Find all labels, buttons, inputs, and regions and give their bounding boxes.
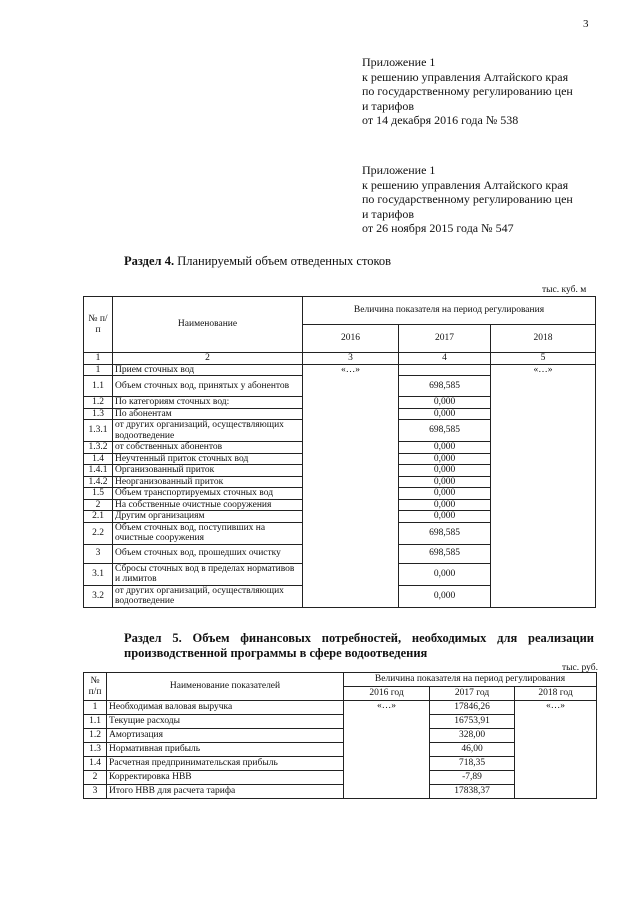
colnum: 3 <box>303 353 399 365</box>
value-2017: 0,000 <box>399 476 491 488</box>
row-name: Амортизация <box>107 729 344 743</box>
row-name: Расчетная предпринимательская прибыль <box>107 757 344 771</box>
row-num: 1.3.1 <box>84 420 113 442</box>
table-row <box>84 701 597 715</box>
appendix-line: по государственному регулированию цен <box>362 84 573 99</box>
value-2017: 0,000 <box>399 397 491 409</box>
row-num: 3.1 <box>84 563 113 585</box>
section4-title-text: Планируемый объем отведенных стоков <box>174 254 392 268</box>
header-year-2018: 2018 год <box>515 687 597 701</box>
appendix-line: Приложение 1 <box>362 55 436 69</box>
row-name: Текущие расходы <box>107 715 344 729</box>
value-2017: 0,000 <box>399 563 491 585</box>
row-name: Организованный приток <box>113 465 303 477</box>
value-2018-merged: «…» <box>491 364 596 607</box>
row-name: от других организаций, осуществляющих водоотведение <box>113 420 303 442</box>
row-name: Итого НВВ для расчета тарифа <box>107 785 344 799</box>
row-name: Прием сточных вод <box>113 364 303 376</box>
value-2017: 0,000 <box>399 511 491 523</box>
row-num: 2.2 <box>84 522 113 544</box>
section5-label: Раздел 5. <box>124 631 182 645</box>
appendix-line: по государственному регулированию цен <box>362 192 573 207</box>
appendix-line: от 26 ноября 2015 года № 547 <box>362 221 514 236</box>
row-name: Неорганизованный приток <box>113 476 303 488</box>
value-2017: 0,000 <box>399 408 491 420</box>
row-name: Необходимая валовая выручка <box>107 701 344 715</box>
section5-unit: тыс. руб. <box>562 663 598 673</box>
value-2017: 0,000 <box>399 442 491 454</box>
header-period-group: Величина показателя на период регулирования <box>303 297 596 325</box>
header-year-2016: 2016 год <box>344 687 430 701</box>
appendix-new-header <box>362 55 573 128</box>
colnum: 4 <box>399 353 491 365</box>
value-2017: 328,00 <box>430 729 515 743</box>
row-name: Сбросы сточных вод в пределах нормативов и лимитов <box>113 563 303 585</box>
row-num: 2 <box>84 499 113 511</box>
row-num: 1.5 <box>84 488 113 500</box>
colnum: 1 <box>84 353 113 365</box>
value-2017: 0,000 <box>399 453 491 465</box>
appendix-line: и тарифов <box>362 98 415 113</box>
value-2018-merged: «…» <box>515 701 597 799</box>
section5-title-text: Объем финансовых потребностей, необходимых для реализации производственной программы в сфере водоотведения <box>124 631 594 660</box>
appendix-line: и тарифов <box>362 206 415 221</box>
value-2017: 698,585 <box>399 522 491 544</box>
page-number: 3 <box>583 18 589 30</box>
row-name: По категориям сточных вод: <box>113 397 303 409</box>
row-name: По абонентам <box>113 408 303 420</box>
header-name: Наименование показателей <box>107 673 344 701</box>
value-2017: 698,585 <box>399 544 491 563</box>
row-num: 1.4 <box>84 757 107 771</box>
row-num: 1.1 <box>84 715 107 729</box>
row-name: Корректировка НВВ <box>107 771 344 785</box>
value-2017: 718,35 <box>430 757 515 771</box>
row-name: Объем сточных вод, прошедших очистку <box>113 544 303 563</box>
header-year-2017: 2017 <box>399 325 491 353</box>
row-name: от собственных абонентов <box>113 442 303 454</box>
section4-table <box>83 296 596 608</box>
colnum: 5 <box>491 353 596 365</box>
header-name: Наименование <box>113 297 303 353</box>
header-num: № п/п <box>84 297 113 353</box>
table-row <box>84 364 596 376</box>
section4-unit: тыс. куб. м <box>542 285 587 295</box>
row-num: 1.4 <box>84 453 113 465</box>
value-2017: 0,000 <box>399 499 491 511</box>
row-name: Объем сточных вод, принятых у абонентов <box>113 376 303 397</box>
row-num: 2.1 <box>84 511 113 523</box>
appendix-line: к решению управления Алтайского края <box>362 69 569 84</box>
row-num: 1.3 <box>84 408 113 420</box>
appendix-old-header <box>362 163 573 236</box>
row-num: 1 <box>84 701 107 715</box>
row-num: 1.2 <box>84 397 113 409</box>
row-num: 1.1 <box>84 376 113 397</box>
header-num: № п/п <box>84 673 107 701</box>
value-2016-merged: «…» <box>303 364 399 607</box>
value-2016-merged: «…» <box>344 701 430 799</box>
row-name: Нормативная прибыль <box>107 743 344 757</box>
value-2017: 16753,91 <box>430 715 515 729</box>
row-num: 1 <box>84 364 113 376</box>
value-2017 <box>399 364 491 376</box>
row-num: 1.3.2 <box>84 442 113 454</box>
row-name: от других организаций, осуществляющих водоотведение <box>113 585 303 607</box>
row-num: 3.2 <box>84 585 113 607</box>
row-num: 1.2 <box>84 729 107 743</box>
value-2017: 17846,26 <box>430 701 515 715</box>
value-2017: 17838,37 <box>430 785 515 799</box>
row-num: 1.3 <box>84 743 107 757</box>
appendix-line: от 14 декабря 2016 года № 538 <box>362 113 519 128</box>
section5-title <box>124 631 594 661</box>
header-year-2017: 2017 год <box>430 687 515 701</box>
appendix-line: Приложение 1 <box>362 163 436 177</box>
row-num: 3 <box>84 544 113 563</box>
colnum: 2 <box>113 353 303 365</box>
section5-table <box>83 672 597 799</box>
row-name: Объем транспортируемых сточных вод <box>113 488 303 500</box>
section4-title <box>124 254 391 269</box>
row-name: Объем сточных вод, поступивших на очистные сооружения <box>113 522 303 544</box>
row-name: Неучтенный приток сточных вод <box>113 453 303 465</box>
row-name: Другим организациям <box>113 511 303 523</box>
header-year-2016: 2016 <box>303 325 399 353</box>
value-2017: 698,585 <box>399 420 491 442</box>
value-2017: 698,585 <box>399 376 491 397</box>
row-num: 1.4.2 <box>84 476 113 488</box>
value-2017: -7,89 <box>430 771 515 785</box>
row-num: 3 <box>84 785 107 799</box>
appendix-line: к решению управления Алтайского края <box>362 177 569 192</box>
value-2017: 0,000 <box>399 585 491 607</box>
header-period-group: Величина показателя на период регулирования <box>344 673 597 687</box>
value-2017: 46,00 <box>430 743 515 757</box>
row-num: 1.4.1 <box>84 465 113 477</box>
value-2017: 0,000 <box>399 488 491 500</box>
value-2017: 0,000 <box>399 465 491 477</box>
header-year-2018: 2018 <box>491 325 596 353</box>
row-name: На собственные очистные сооружения <box>113 499 303 511</box>
row-num: 2 <box>84 771 107 785</box>
section4-label: Раздел 4. <box>124 254 175 268</box>
